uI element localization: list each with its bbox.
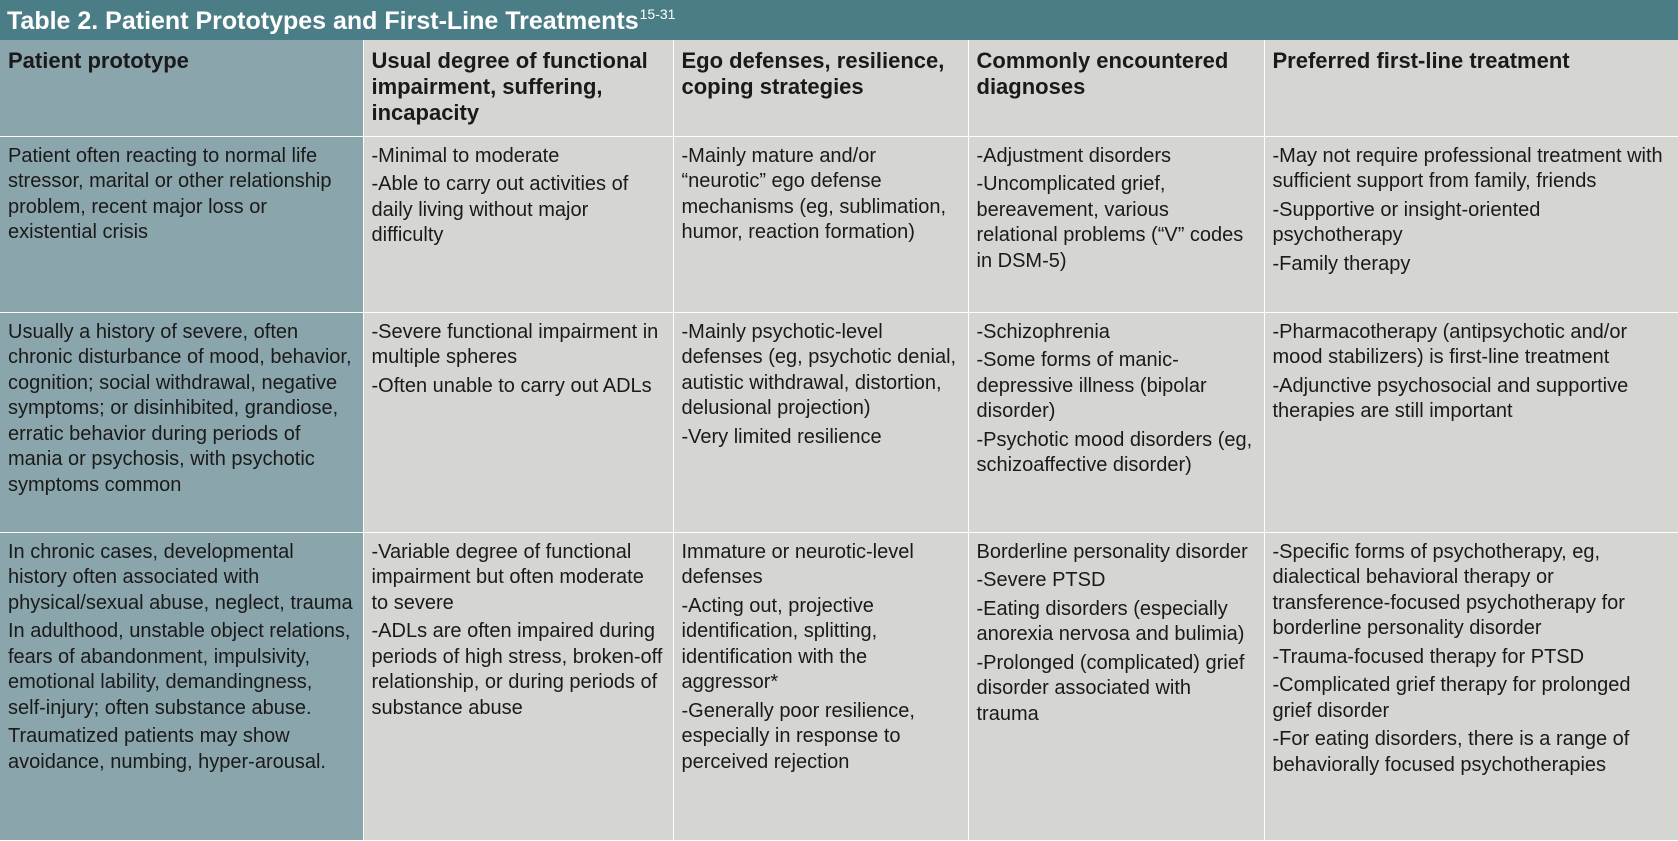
cell-text: -Mainly mature and/or “neurotic” ego defense mechanisms (eg, sublimation, humor, reaction formation) — [681, 144, 947, 243]
header-diagnoses: Commonly encountered diagnoses — [968, 40, 1264, 136]
header-ego-defenses: Ego defenses, resilience, coping strategies — [673, 40, 968, 136]
cell-text: -Complicated grief therapy for prolonged grief disorder — [1272, 674, 1631, 722]
cell-text: -Severe functional impairment in multiple spheres — [371, 320, 659, 368]
table-row — [0, 312, 1678, 532]
cell-text: -Specific forms of psychotherapy, eg, dialectical behavioral therapy or transference-focused psychotherapy for borderline personality disorder — [1272, 540, 1625, 639]
table-row — [0, 532, 1678, 840]
table-title — [0, 0, 1678, 40]
table-title-text: Table 2. Patient Prototypes and First-Line Treatments — [7, 7, 639, 35]
cell-text: Borderline personality disorder — [976, 540, 1248, 563]
cell-text: -Often unable to carry out ADLs — [371, 374, 652, 397]
cell-treatment — [1264, 532, 1678, 840]
cell-impairment — [363, 532, 673, 840]
cell-text: -For eating disorders, there is a range of behaviorally focused psychotherapies — [1272, 728, 1630, 776]
header-first-line-treatment: Preferred first-line treatment — [1264, 40, 1678, 136]
cell-defenses — [673, 532, 968, 840]
cell-diagnoses — [968, 312, 1264, 532]
cell-prototype — [0, 312, 363, 532]
cell-text: -Variable degree of functional impairment but often moderate to severe — [371, 540, 644, 614]
cell-prototype — [0, 136, 363, 312]
cell-text: -Psychotic mood disorders (eg, schizoaffective disorder) — [976, 428, 1253, 476]
cell-text: Usually a history of severe, often chronic disturbance of mood, behavior, cognition; social withdrawal, negative symptoms; or disinhibited, grandiose, erratic behavior during periods of mania or psychosis, with psychotic symptoms common — [8, 320, 352, 496]
cell-text: -Supportive or insight-oriented psychotherapy — [1272, 198, 1541, 246]
cell-text: -ADLs are often impaired during periods of high stress, broken-off relationship, or during periods of substance abuse — [371, 620, 663, 719]
cell-text: -Mainly psychotic-level defenses (eg, psychotic denial, autistic withdrawal, distortion, delusional projection) — [681, 320, 957, 419]
table-title-superscript: 15-31 — [639, 6, 676, 22]
cell-text: -Able to carry out activities of daily living without major difficulty — [371, 173, 629, 246]
cell-prototype — [0, 532, 363, 840]
cell-defenses — [673, 312, 968, 532]
cell-treatment — [1264, 312, 1678, 532]
cell-text: -May not require professional treatment with sufficient support from family, friends — [1272, 144, 1663, 192]
cell-text: -Generally poor resilience, especially in response to perceived rejection — [681, 699, 915, 773]
cell-text: -Family therapy — [1272, 252, 1411, 275]
cell-text: -Minimal to moderate — [371, 144, 560, 167]
cell-text: -Adjustment disorders — [976, 144, 1172, 167]
header-patient-prototype: Patient prototype — [0, 40, 363, 136]
cell-text: Patient often reacting to normal life stressor, marital or other relationship problem, recent major loss or existential crisis — [8, 144, 332, 243]
cell-text: -Pharmacotherapy (antipsychotic and/or mood stabilizers) is first-line treatment — [1272, 320, 1628, 368]
cell-text: -Some forms of manic-depressive illness (bipolar disorder) — [976, 349, 1207, 422]
cell-text: Traumatized patients may show avoidance, numbing, hyper-arousal. — [8, 725, 326, 773]
cell-impairment — [363, 136, 673, 312]
cell-diagnoses — [968, 532, 1264, 840]
header-functional-impairment: Usual degree of functional impairment, suffering, incapacity — [363, 40, 673, 136]
cell-text: -Prolonged (complicated) grief disorder associated with trauma — [976, 651, 1245, 725]
cell-defenses — [673, 136, 968, 312]
cell-text: -Severe PTSD — [976, 569, 1106, 591]
treatment-table — [0, 40, 1678, 841]
header-row — [0, 40, 1678, 136]
cell-text: -Trauma-focused therapy for PTSD — [1272, 645, 1585, 668]
cell-text: -Very limited resilience — [681, 425, 882, 448]
cell-text: In chronic cases, developmental history often associated with physical/sexual abuse, neglect, trauma — [8, 540, 353, 614]
cell-text: -Adjunctive psychosocial and supportive therapies are still important — [1272, 374, 1629, 422]
cell-impairment — [363, 312, 673, 532]
cell-treatment — [1264, 136, 1678, 312]
cell-text: -Schizophrenia — [976, 320, 1110, 343]
cell-text: -Acting out, projective identification, splitting, identification with the aggressor* — [681, 594, 878, 693]
cell-diagnoses — [968, 136, 1264, 312]
table-row — [0, 136, 1678, 312]
cell-text: Immature or neurotic-level defenses — [681, 540, 914, 588]
cell-text: -Uncomplicated grief, bereavement, various relational problems (“V” codes in DSM-5) — [976, 173, 1244, 272]
cell-text: In adulthood, unstable object relations, fears of abandonment, impulsivity, emotional lability, demandingness, self-injury; often substance abuse. — [8, 620, 351, 719]
cell-text: -Eating disorders (especially anorexia nervosa and bulimia) — [976, 597, 1245, 645]
